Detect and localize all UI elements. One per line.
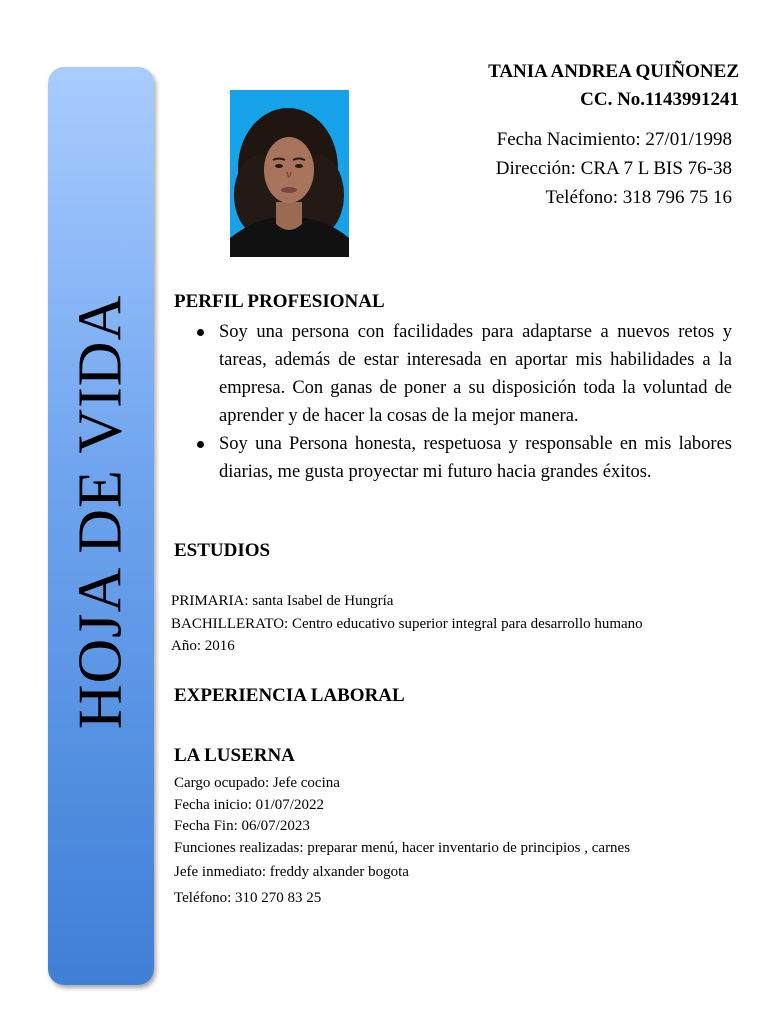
phone: Teléfono: 318 796 75 16 — [545, 187, 732, 208]
address: Dirección: CRA 7 L BIS 76-38 — [495, 158, 732, 179]
job-phone: Teléfono: 310 270 83 25 — [174, 889, 322, 906]
contact-info — [496, 125, 732, 212]
profile-photo — [230, 90, 349, 257]
studies-title: ESTUDIOS — [174, 540, 271, 561]
profile-item: Soy una Persona honesta, respetuosa y responsable en mis labores diarias, me gusta proyectar mi futuro hacia grandes éxitos. — [192, 430, 732, 486]
job-details — [174, 773, 630, 909]
job-start: Fecha inicio: 01/07/2022 — [174, 796, 324, 813]
profile-title: PERFIL PROFESIONAL — [174, 291, 385, 312]
high-school: BACHILLERATO: Centro educativo superior integral para desarrollo humano — [171, 615, 643, 632]
candidate-id: CC. No.1143991241 — [580, 89, 739, 110]
job-boss: Jefe inmediato: freddy alxander bogota — [174, 864, 409, 880]
primary-school: PRIMARIA: santa Isabel de Hungría — [171, 593, 394, 609]
job-end: Fecha Fin: 06/07/2023 — [174, 818, 310, 834]
profile-list — [192, 318, 732, 486]
sidebar-title-container — [48, 67, 154, 985]
profile-item: Soy una persona con facilidades para adaptarse a nuevos retos y tareas, además de estar interesada en aportar mis habilidades a la empresa. Con ganas de poner a su disposición toda la voluntad de aprender y de hacer la cosas de la mejor manera. — [192, 318, 732, 430]
studies-list — [171, 590, 643, 658]
experience-title: EXPERIENCIA LABORAL — [174, 685, 405, 706]
header — [488, 58, 739, 114]
candidate-name: TANIA ANDREA QUIÑONEZ — [488, 61, 739, 82]
person-portrait-icon — [230, 90, 349, 257]
job-duties: Funciones realizadas: preparar menú, hacer inventario de principios , carnes — [174, 839, 631, 856]
graduation-year: Año: 2016 — [171, 638, 235, 654]
job-position: Cargo ocupado: Jefe cocina — [174, 775, 340, 791]
birth-date: Fecha Nacimiento: 27/01/1998 — [496, 129, 732, 150]
sidebar-title: HOJA DE VIDA — [66, 294, 135, 730]
company-name: LA LUSERNA — [174, 745, 295, 766]
